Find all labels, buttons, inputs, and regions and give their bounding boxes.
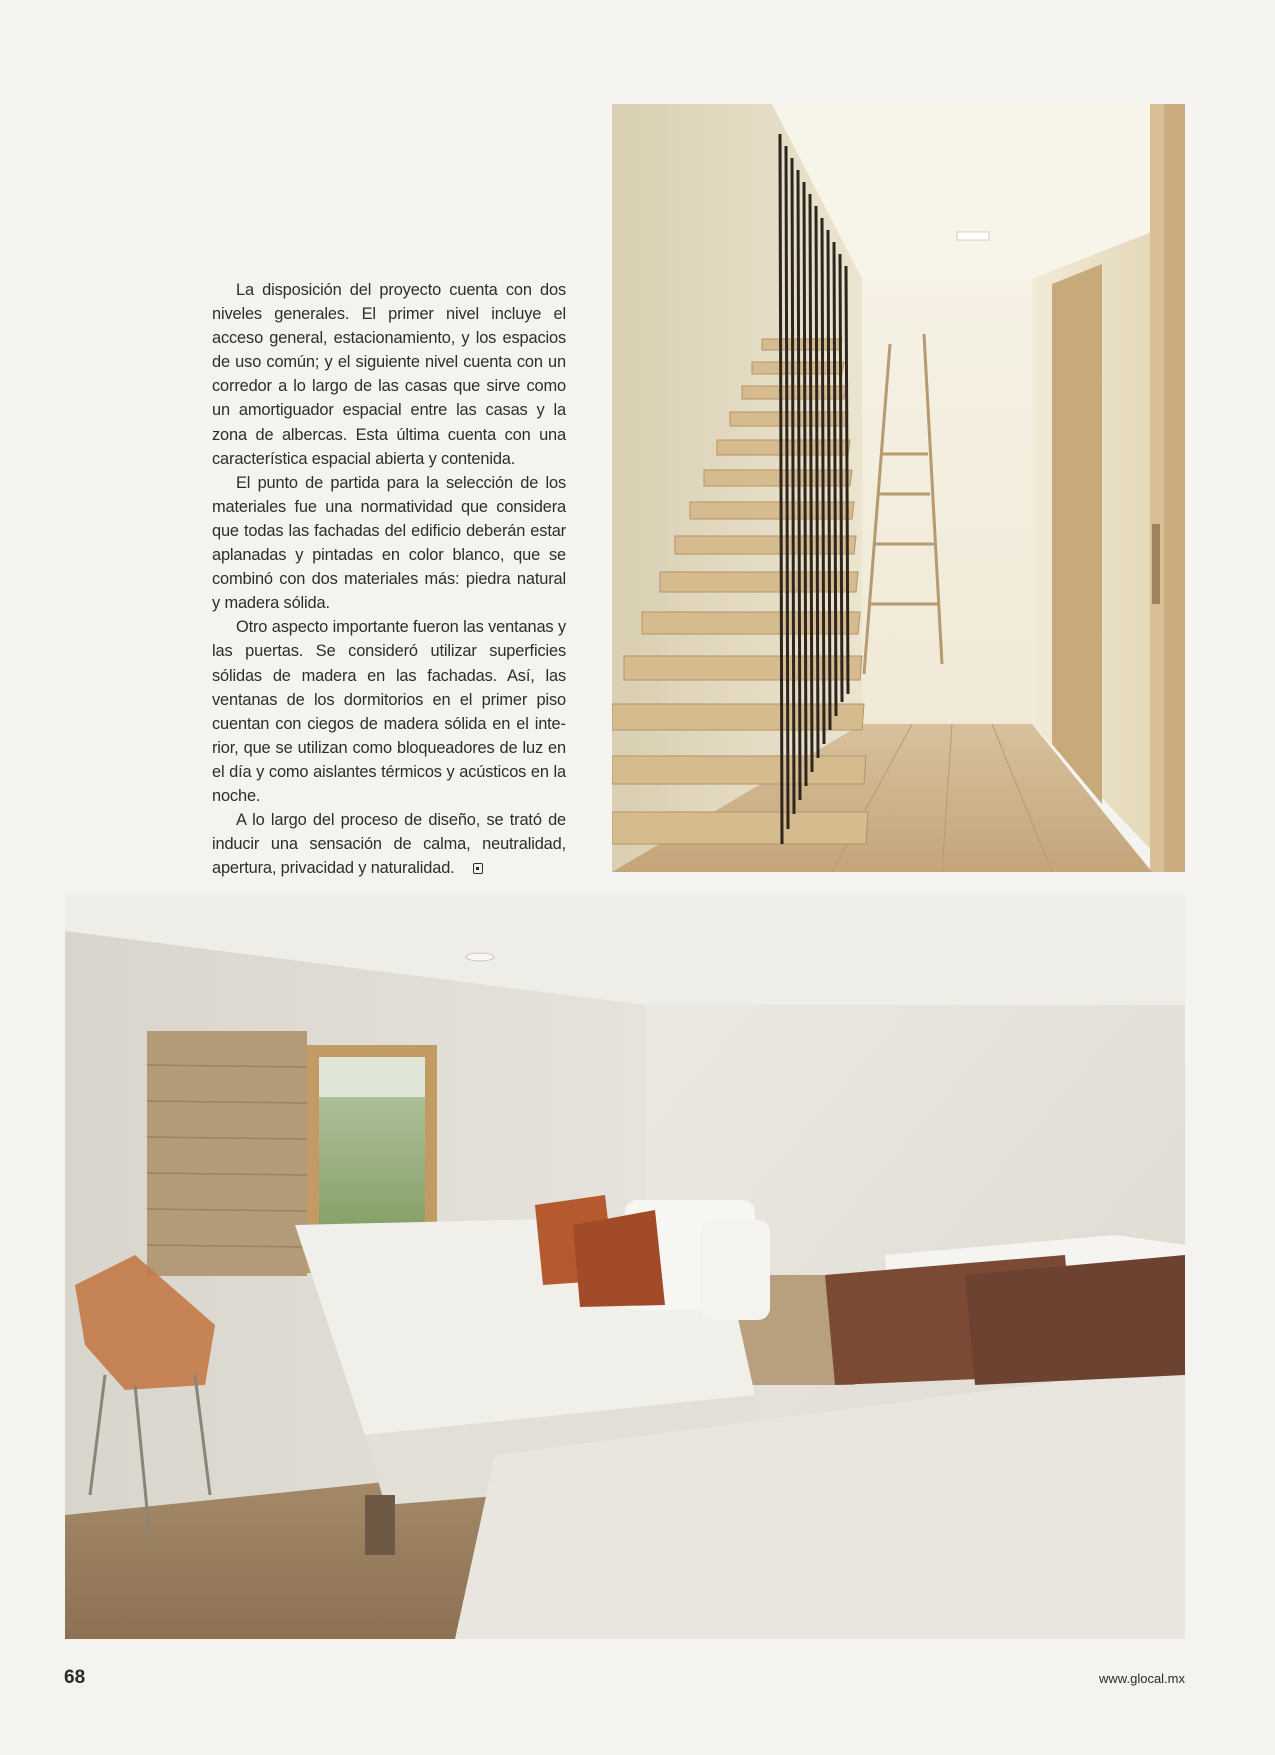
staircase-photo xyxy=(612,104,1185,872)
bedroom-photo xyxy=(65,895,1185,1639)
page-number: 68 xyxy=(64,1667,86,1688)
paragraph-2: El punto de partida para la selección de los materiales fue una normatividad que considera que todas las fachadas del edificio deberán estar aplanadas y pintadas en color blanco, que se combinó con dos materiales más: piedra natural y madera sólida. xyxy=(212,473,566,613)
bedroom-illustration xyxy=(65,895,1185,1639)
paragraph-4-text: A lo largo del proceso de diseño, se trató de inducir una sensación de calma, neutralidad, apertura, privacidad y naturalidad. xyxy=(212,811,566,878)
article-body xyxy=(212,278,566,880)
staircase-illustration xyxy=(612,104,1185,872)
paragraph-1: La disposición del proyecto cuenta con dos niveles generales. El primer nivel incluye el acceso general, estacionamiento, y los espacios de uso común; y el siguiente nivel cuenta con un corredor a lo largo de las casas que sirve como un amortiguador espacial entre las casas y la zona de albercas. Esta última cuenta con una característica espacial abierta y contenida. xyxy=(212,281,566,468)
website-url: www.glocal.mx xyxy=(1099,1671,1185,1686)
end-of-article-icon xyxy=(473,863,483,874)
paragraph-4 xyxy=(212,808,566,880)
paragraph-3: Otro aspecto importante fueron las ventanas y las puertas. Se consideró utilizar superficies sólidas de madera en las fachadas. Así, las ventanas de los dormitorios en el primer piso cuentan con ciegos de madera sólida en el interior, que se utilizan como bloqueadores de luz en el día y como aislantes térmicos y acústicos en la noche. xyxy=(212,618,566,805)
